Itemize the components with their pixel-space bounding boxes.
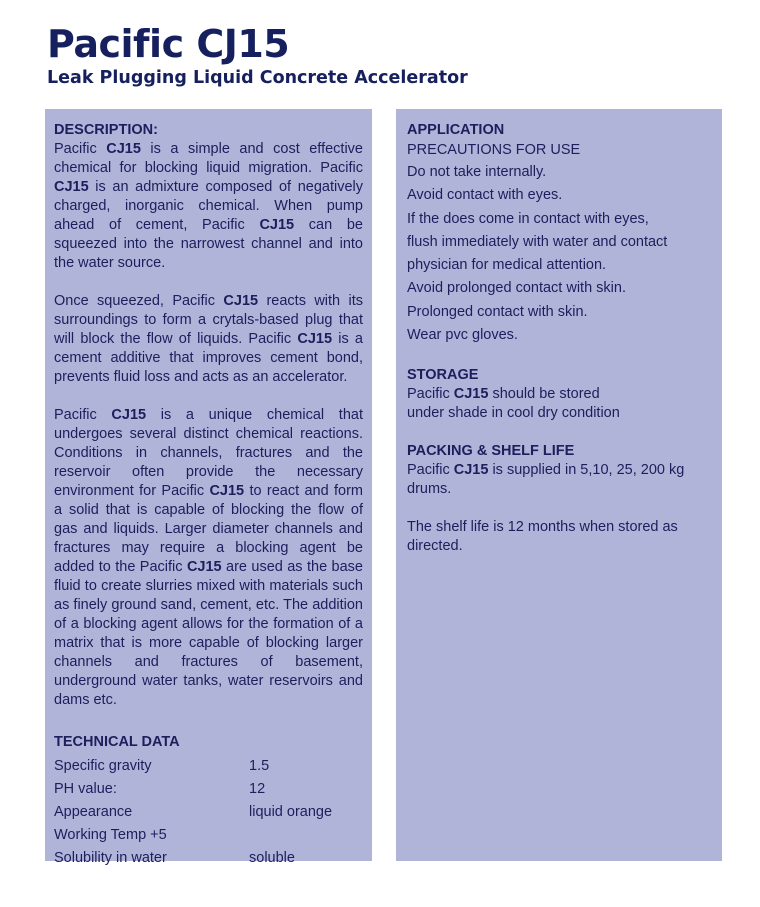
application-heading: APPLICATION <box>407 122 505 138</box>
list-item: Avoid contact with eyes. <box>407 187 563 204</box>
text: is a simple and cost effective chemical for blocking liquid migration. Pacific <box>54 141 363 176</box>
product-code: CJ15 <box>223 293 259 309</box>
tech-label: PH value: <box>54 781 117 797</box>
description-paragraph-3 <box>54 406 363 710</box>
tech-label: Appearance <box>54 804 133 820</box>
shelf-life-text: The shelf life is 12 months when stored as directed. <box>407 519 678 555</box>
product-code: CJ15 <box>111 407 147 423</box>
product-code: CJ15 <box>106 141 141 157</box>
product-code: CJ15 <box>54 179 89 195</box>
product-code: CJ15 <box>297 331 333 347</box>
text: Once squeezed, Pacific <box>54 293 224 309</box>
storage-heading: STORAGE <box>407 367 479 384</box>
page-subtitle: Leak Plugging Liquid Concrete Accelerator <box>47 68 468 88</box>
tech-label: Solubility in water <box>54 850 167 866</box>
technical-data-heading: TECHNICAL DATA <box>54 734 180 750</box>
storage-text <box>407 385 711 404</box>
description-heading: DESCRIPTION: <box>54 122 158 138</box>
table-row <box>54 824 363 847</box>
packing-text <box>407 461 711 499</box>
text: is a cement additive that improves cement bond, prevents fluid loss and acts as an accelerator. <box>54 331 363 385</box>
product-code: CJ15 <box>259 217 295 233</box>
text: to react and form a solid that is capable of blocking the flow of gas and liquids. Larger diameter channels and fractures may require a blocking agent be added to the Pacific <box>54 483 363 575</box>
text: Pacific <box>54 407 112 423</box>
packing-heading: PACKING & SHELF LIFE <box>407 443 575 460</box>
text: is a unique chemical that undergoes several distinct chemical reactions. Conditions in channels, fractures and the reservoir often provide the necessary environment for Pacific <box>54 407 363 499</box>
precautions-list <box>407 161 711 347</box>
tech-value: 12 <box>249 781 266 797</box>
tech-label: Specific gravity <box>54 758 152 774</box>
table-row <box>54 755 363 778</box>
list-item: Prolonged contact with skin. <box>407 303 588 320</box>
list-item: Avoid prolonged contact with skin. <box>407 280 626 297</box>
text: is an admixture composed of negatively charged, inorganic chemical. When pump ahead of cement, Pacific <box>54 179 363 233</box>
list-item: Do not take internally. <box>407 164 547 180</box>
text: Pacific <box>407 386 454 403</box>
text: should be stored <box>488 386 600 403</box>
list-item: Wear pvc gloves. <box>407 327 518 344</box>
technical-data-table <box>54 755 363 870</box>
description-paragraph-2 <box>54 292 363 387</box>
tech-label: Working Temp +5 <box>54 827 167 843</box>
text: are used as the base fluid to create slurries mixed with materials such as finely ground sand, cement, etc. The addition of a blocking agent allows for the formation of a matrix that is more capable of blocking larger channels and fractures of basement, underground water tanks, water reservoirs and dams etc. <box>54 559 363 708</box>
text: Pacific <box>407 462 454 479</box>
table-row <box>54 778 363 801</box>
tech-value: 1.5 <box>249 758 270 774</box>
product-code: CJ15 <box>209 483 245 499</box>
list-item: If the does come in contact with eyes, <box>407 210 649 227</box>
tech-value: liquid orange <box>249 804 333 820</box>
list-item: physician for medical attention. <box>407 257 607 274</box>
product-code: CJ15 <box>453 462 489 479</box>
list-item: flush immediately with water and contact <box>407 233 668 250</box>
product-code: CJ15 <box>453 386 489 403</box>
table-row <box>54 847 363 870</box>
text: Pacific <box>54 141 107 157</box>
page-title: Pacific CJ15 <box>47 22 290 66</box>
precautions-heading: PRECAUTIONS FOR USE <box>407 142 581 158</box>
storage-text-line-2: under shade in cool dry condition <box>407 405 620 422</box>
right-column <box>396 109 722 861</box>
text: can be squeezed into the narrowest channel and into the water source. <box>54 217 363 271</box>
product-code: CJ15 <box>186 559 222 575</box>
text: reacts with its surroundings to form a crytals-based plug that will block the flow of liquids. Pacific <box>54 293 363 347</box>
table-row <box>54 801 363 824</box>
left-column <box>45 109 372 866</box>
description-paragraph-1 <box>54 140 363 273</box>
text: is supplied in 5,10, 25, 200 kg drums. <box>407 462 685 498</box>
tech-value: soluble <box>249 850 295 866</box>
